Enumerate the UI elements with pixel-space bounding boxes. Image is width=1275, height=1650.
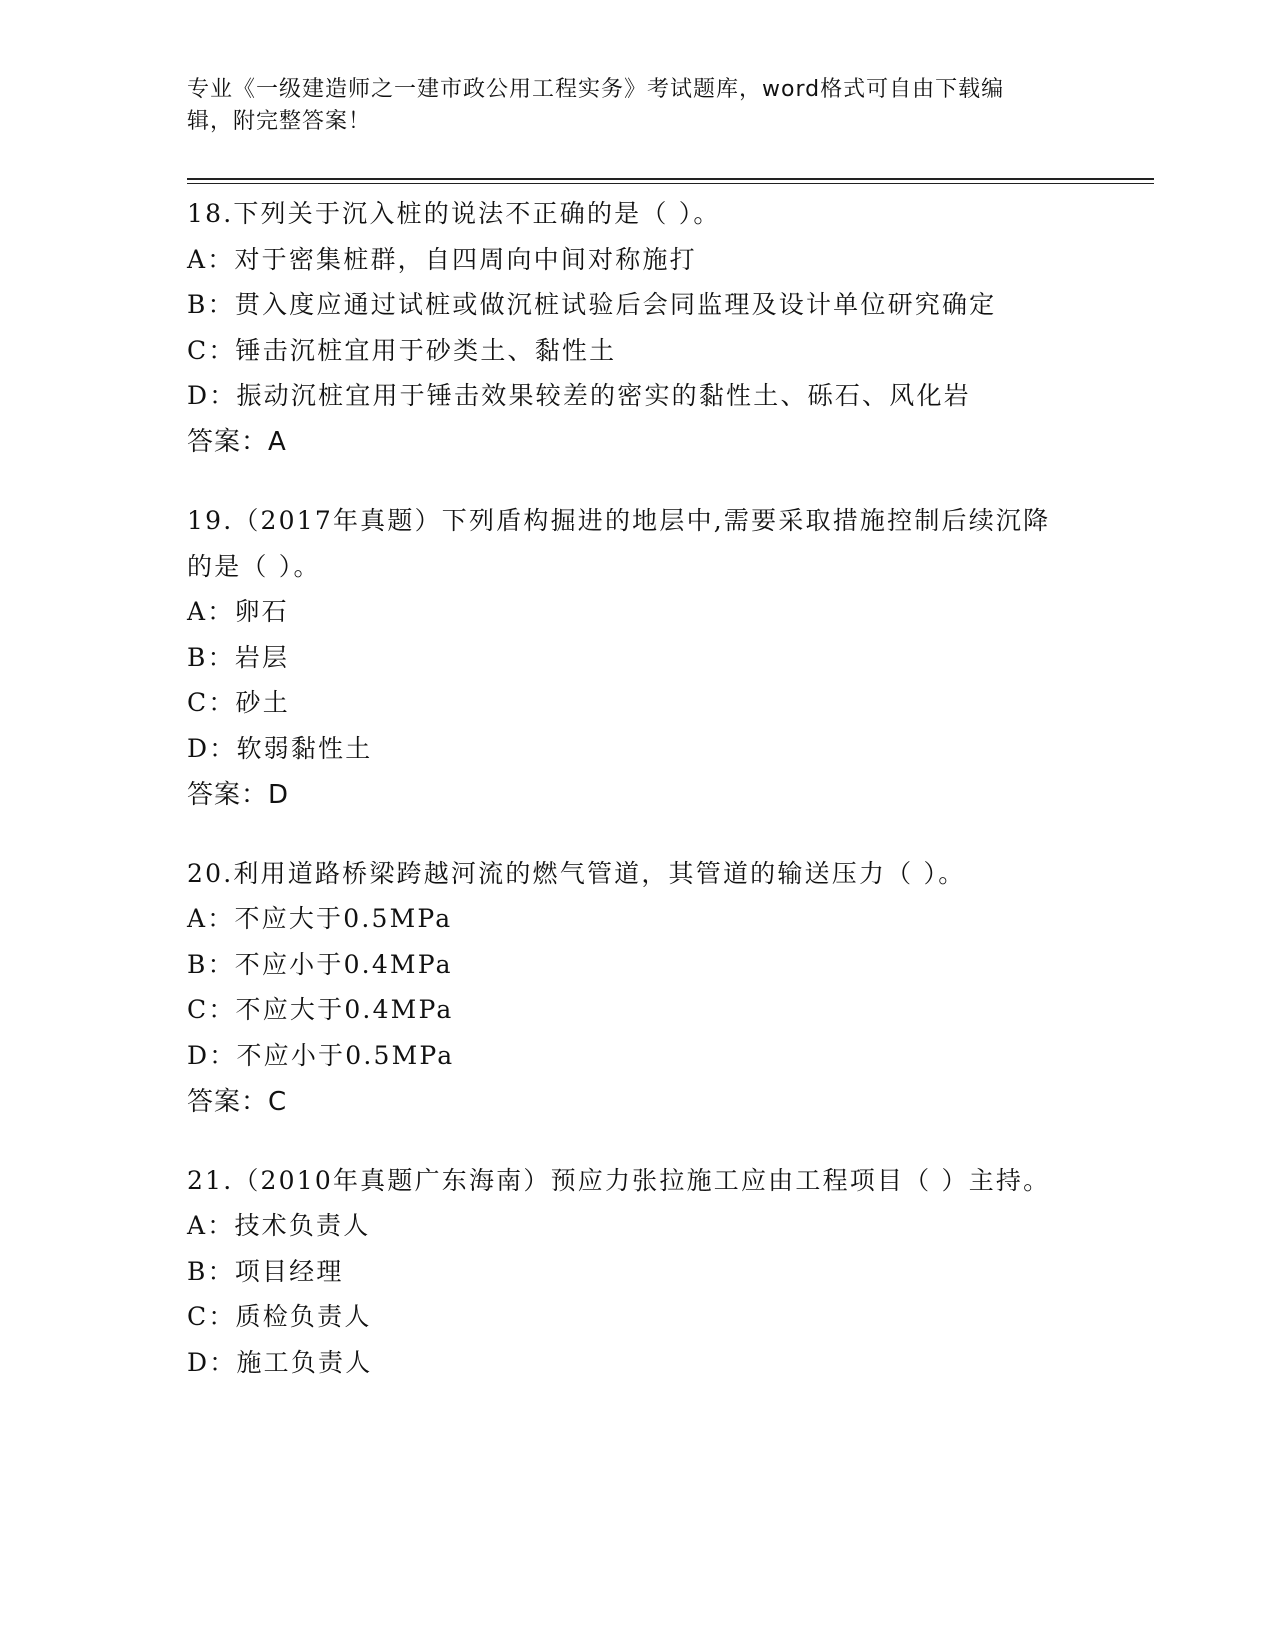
option-b: B：项目经理: [187, 1256, 344, 1286]
answer-text: 答案：D: [187, 779, 290, 810]
option-c: C：质检负责人: [187, 1302, 372, 1332]
document-header: [187, 74, 1067, 138]
header-divider-thin: [187, 183, 1154, 184]
option-b: B：岩层: [187, 642, 290, 672]
option-c: C：锤击沉桩宜用于砂类土、黏性土: [187, 335, 617, 365]
question-stem: 21.（2010年真题广东海南）预应力张拉施工应由工程项目（ ）主持。: [187, 1165, 1051, 1195]
option-d: D：施工负责人: [187, 1347, 373, 1377]
question-18: [187, 191, 1087, 465]
option-a: A：技术负责人: [187, 1211, 371, 1241]
option-c: C：不应大于0.4MPa: [187, 995, 454, 1025]
question-stem: 20.利用道路桥梁跨越河流的燃气管道，其管道的输送压力（ ）。: [187, 858, 966, 888]
option-d: D：振动沉桩宜用于锤击效果较差的密实的黏性土、砾石、风化岩: [187, 381, 971, 411]
header-line-2: 辑，附完整答案！: [187, 109, 372, 134]
option-a: A：对于密集桩群，自四周向中间对称施打: [187, 244, 697, 274]
question-21: [187, 1158, 1087, 1386]
header-divider-thick: [187, 178, 1154, 180]
header-line-1: 专业《一级建造师之一建市政公用工程实务》考试题库，word格式可自由下载编: [187, 77, 1005, 102]
question-19: [187, 498, 1087, 818]
option-a: A：不应大于0.5MPa: [187, 904, 453, 934]
answer-text: 答案：C: [187, 1086, 288, 1117]
option-b: B：不应小于0.4MPa: [187, 949, 453, 979]
option-c: C：砂土: [187, 688, 290, 718]
question-list: [187, 191, 1087, 1418]
question-20: [187, 851, 1087, 1125]
option-a: A：卵石: [187, 597, 289, 627]
answer-text: 答案：A: [187, 426, 287, 457]
question-stem: 19.（2017年真题）下列盾构掘进的地层中,需要采取措施控制后续沉降的是（ ）。: [187, 505, 1051, 581]
option-d: D：不应小于0.5MPa: [187, 1040, 455, 1070]
option-b: B：贯入度应通过试桩或做沉桩试验后会同监理及设计单位研究确定: [187, 290, 997, 320]
option-d: D：软弱黏性土: [187, 733, 373, 763]
question-stem: 18.下列关于沉入桩的说法不正确的是（ ）。: [187, 199, 721, 228]
